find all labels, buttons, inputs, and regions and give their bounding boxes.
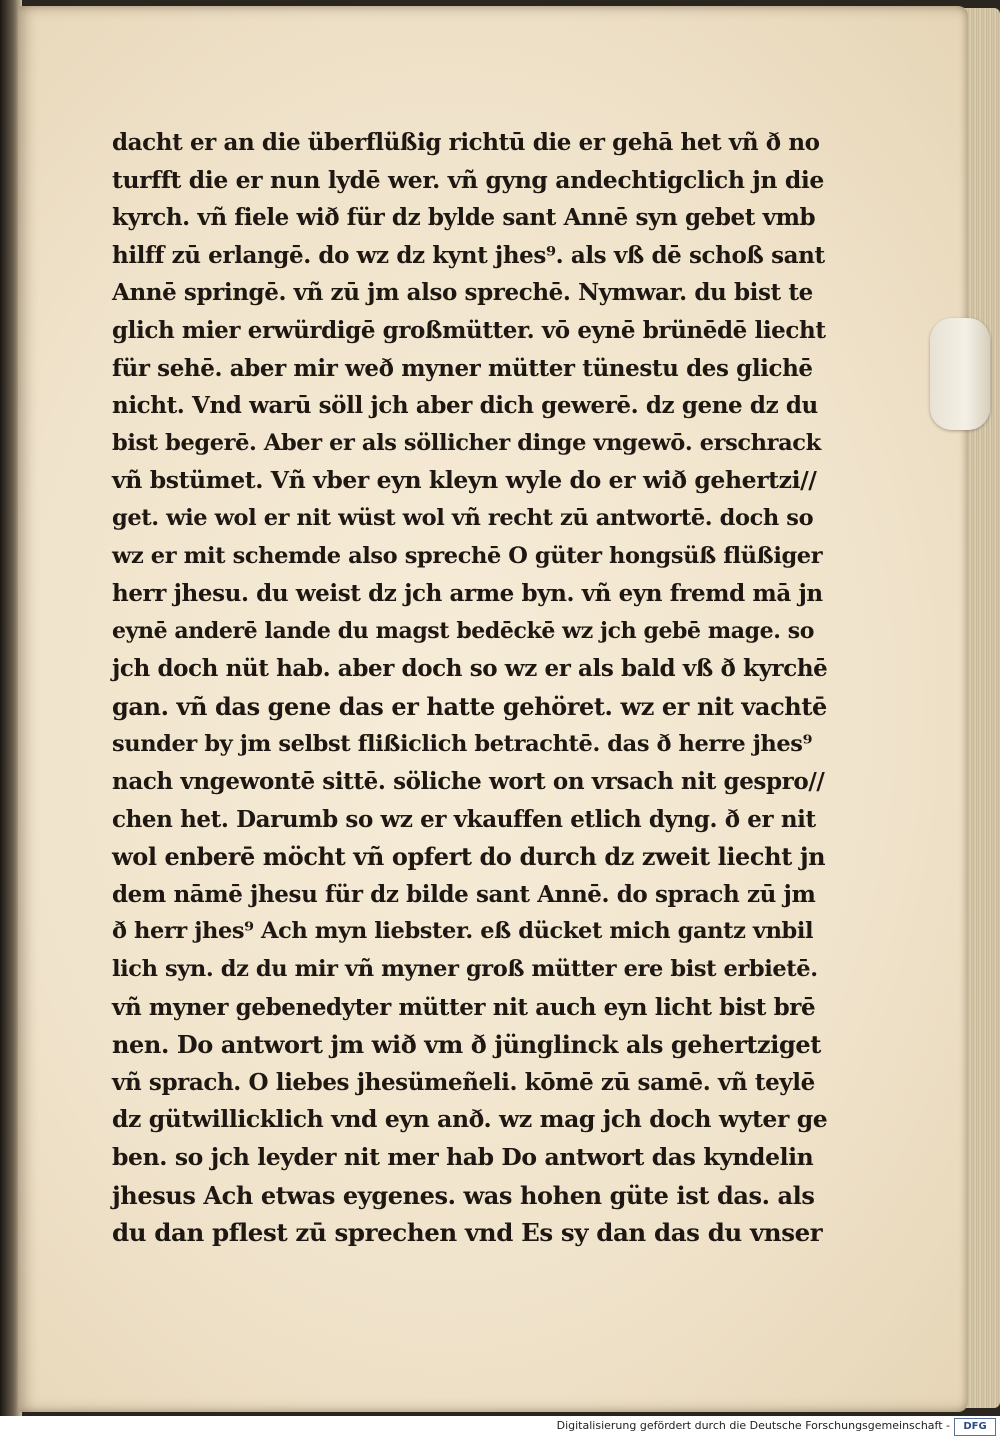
text-line: du dan pflest zū sprechen vnd Es sy dan das du vnser xyxy=(112,1218,823,1248)
text-line: vñ sprach. O liebes jhesümeñeli. kōmē zū samē. vñ teylē xyxy=(112,1068,815,1096)
text-line: nach vngewontē sittē. söliche wort on vrsach nit gespro// xyxy=(112,768,825,796)
text-line: nicht. Vnd warū söll jch aber dich gewerē. dz gene dz du xyxy=(112,392,818,420)
text-line: gan. vñ das gene das er hatte gehöret. wz er nit vachtē xyxy=(112,691,827,721)
text-line: vñ bstümet. Vñ vber eyn kleyn wyle do er wið gehertzi// xyxy=(112,466,817,495)
text-line: eynē anderē lande du magst bedēckē wz jch gebē mage. so xyxy=(112,617,814,644)
text-line: wol enberē möcht vñ opfert do durch dz zweit liecht jn xyxy=(112,842,826,872)
page-tab-marker xyxy=(930,318,990,430)
text-line: kyrch. vñ fiele wið für dz bylde sant Annē syn gebet vmb xyxy=(112,204,816,232)
text-line: Annē springē. vñ zū jm also sprechē. Nymwar. du bist te xyxy=(112,279,813,307)
text-line: herr jhesu. du weist dz jch arme byn. vñ eyn fremd mā jn xyxy=(112,580,823,608)
funding-credit: Digitalisierung gefördert durch die Deutsche Forschungsgemeinschaft - xyxy=(556,1419,950,1432)
text-line: sunder by jm selbst flißiclich betrachtē. das ð herre jhes⁹ xyxy=(112,730,813,757)
text-line: dz gütwillicklich vnd eyn anð. wz mag jch doch wyter ge xyxy=(112,1105,828,1134)
text-line: get. wie wol er nit wüst wol vñ recht zū antwortē. doch so xyxy=(112,504,814,531)
text-line: jch doch nüt hab. aber doch so wz er als bald vß ð kyrchē xyxy=(112,655,828,683)
text-line: jhesus Ach etwas eygenes. was hohen güte ist das. als xyxy=(112,1180,815,1210)
credit-footer xyxy=(0,1416,1000,1437)
text-line: für sehē. aber mir weð myner mütter tünestu des glichē xyxy=(112,354,813,382)
page-text-block xyxy=(112,124,827,1252)
dfg-logo: DFG xyxy=(954,1418,996,1436)
text-line: vñ myner gebenedyter mütter nit auch eyn licht bist brē xyxy=(112,993,816,1021)
text-line: glich mier erwürdigē großmütter. vō eynē brünēdē liecht xyxy=(112,316,826,344)
text-line: ð herr jhes⁹ Ach myn liebster. eß dücket mich gantz vnbil xyxy=(112,918,814,945)
text-line: chen het. Darumb so wz er vkauffen etlich dyng. ð er nit xyxy=(112,805,816,833)
text-line: dacht er an die überflüßig richtū die er gehā het vñ ð no xyxy=(112,129,820,156)
text-line: lich syn. dz du mir vñ myner groß mütter ere bist erbietē. xyxy=(112,956,818,983)
text-line: nen. Do antwort jm wið vm ð jünglinck als gehertziget xyxy=(112,1030,821,1060)
text-line: ben. so jch leyder nit mer hab Do antwort das kyndelin xyxy=(112,1143,814,1172)
text-line: wz er mit schemde also sprechē O güter hongsüß flüßiger xyxy=(112,542,823,569)
text-line: bist begerē. Aber er als söllicher dinge vngewō. erschrack xyxy=(112,429,821,456)
text-line: dem nāmē jhesu für dz bilde sant Annē. do sprach zū jm xyxy=(112,880,816,908)
text-line: turfft die er nun lydē wer. vñ gyng andechtigclich jn die xyxy=(112,165,824,194)
text-line: hilff zū erlangē. do wz dz kynt jhes⁹. als vß dē schoß sant xyxy=(112,241,825,269)
